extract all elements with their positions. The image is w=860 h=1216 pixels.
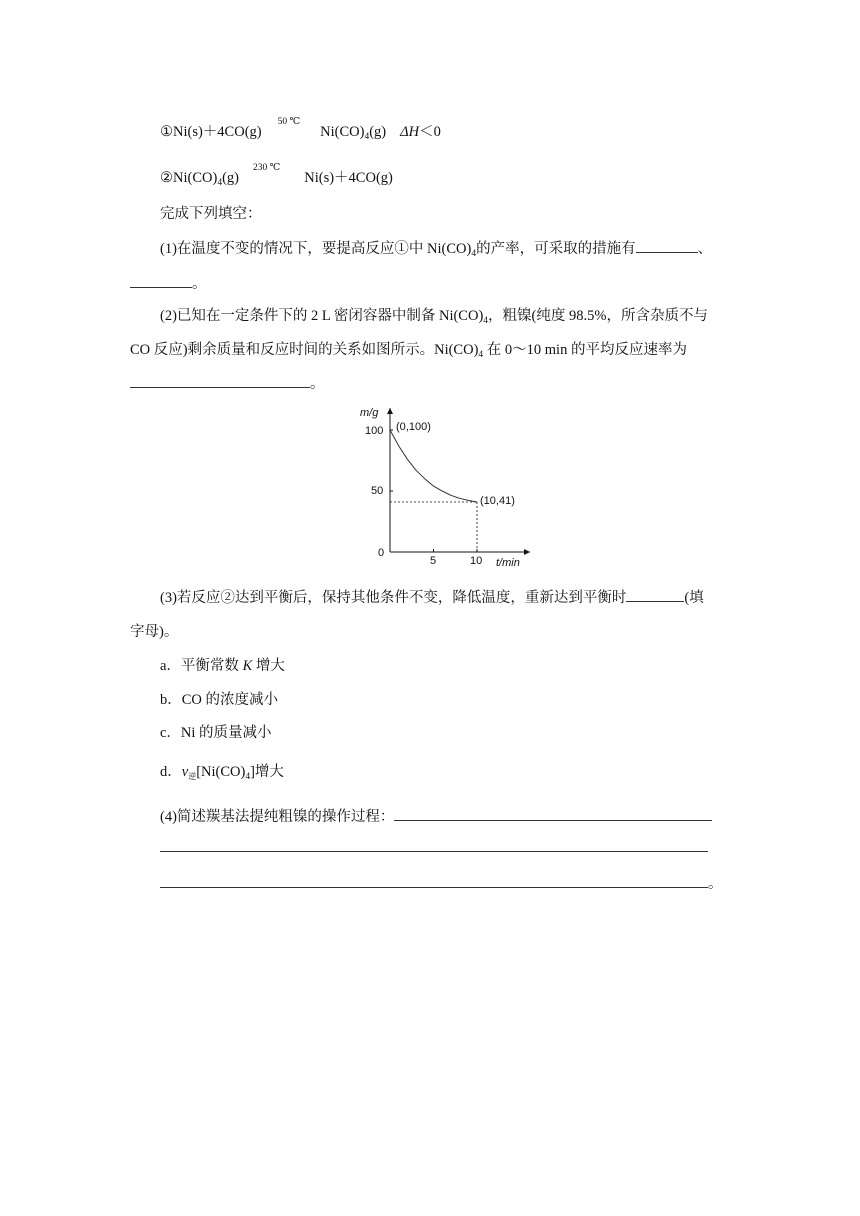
- answer-blank-3[interactable]: [626, 588, 684, 602]
- delta-h: ΔH＜0: [400, 124, 441, 140]
- reaction-1-condition: 50 ℃: [277, 117, 301, 127]
- intro-text: 完成下列填空：: [160, 206, 262, 222]
- x-tick-10: 10: [470, 555, 483, 567]
- x-tick-5: 5: [430, 555, 437, 567]
- question-1: (1)在温度不变的情况下，要提高反应①中 $Ni(CO)_4$的产率，可采取的措施有 、: [160, 241, 713, 259]
- y-tick-50: 50: [371, 485, 384, 497]
- option-a[interactable]: a．平衡常数 K 增大: [160, 658, 285, 674]
- option-c[interactable]: c．Ni 的质量减小: [160, 725, 272, 741]
- reaction-2-right: Ni(s)＋4CO(g): [304, 170, 393, 186]
- reaction-1-left: Ni(s)＋4CO(g): [173, 124, 262, 140]
- mass-time-chart: [358, 402, 538, 572]
- mass-decay-curve: [390, 430, 477, 502]
- question-1-cont: 。: [130, 272, 207, 293]
- y-axis-label: m/g: [360, 407, 379, 419]
- reaction-2-condition: 230 ℃: [252, 163, 281, 173]
- y-tick-100: 100: [365, 425, 384, 437]
- question-2-line-2: CO 反应)剩余质量和反应时间的关系如图所示。$Ni(CO)_4$ 在 0～10 min 的平均反应速率为: [130, 342, 687, 360]
- question-2-line-3: 。: [130, 372, 325, 393]
- option-b[interactable]: b．CO 的浓度减小: [160, 692, 279, 708]
- reaction-2-left: $Ni(CO)_4(g)$: [173, 170, 239, 188]
- x-axis-label: t/min: [496, 557, 520, 569]
- reaction-1-right: $Ni(CO)_4(g)$: [320, 124, 387, 142]
- reaction-1-marker: ①: [160, 124, 173, 140]
- reaction-1: [160, 117, 441, 142]
- answer-blank-1a[interactable]: [636, 239, 698, 253]
- question-4: (4)简述羰基法提纯粗镍的操作过程：: [160, 805, 712, 826]
- question-3-line-2: 字母)。: [130, 624, 179, 640]
- question-4-line-2: [160, 838, 708, 857]
- answer-blank-1b[interactable]: [130, 274, 192, 288]
- annotation-start: (0,100): [396, 421, 431, 433]
- question-2-line-1: (2)已知在一定条件下的 2 L 密闭容器中制备 $Ni(CO)_4$，粗镍(纯度 98.5%，所含杂质不与: [160, 308, 708, 326]
- y-tick-0: 0: [378, 547, 385, 559]
- annotation-end: (10,41): [480, 495, 515, 507]
- answer-blank-4b[interactable]: [160, 838, 708, 852]
- answer-blank-4a[interactable]: [394, 807, 712, 821]
- reaction-2: [160, 163, 393, 188]
- question-4-line-3: 。: [160, 872, 723, 893]
- reaction-2-marker: ②: [160, 170, 173, 186]
- option-d[interactable]: d．$v_逆[Ni(CO)_4]$增大: [160, 764, 284, 782]
- answer-blank-2[interactable]: [130, 374, 310, 388]
- answer-blank-4c[interactable]: [160, 874, 708, 888]
- question-3-line-1: (3)若反应②达到平衡后，保持其他条件不变，降低温度，重新达到平衡时 (填: [160, 590, 704, 606]
